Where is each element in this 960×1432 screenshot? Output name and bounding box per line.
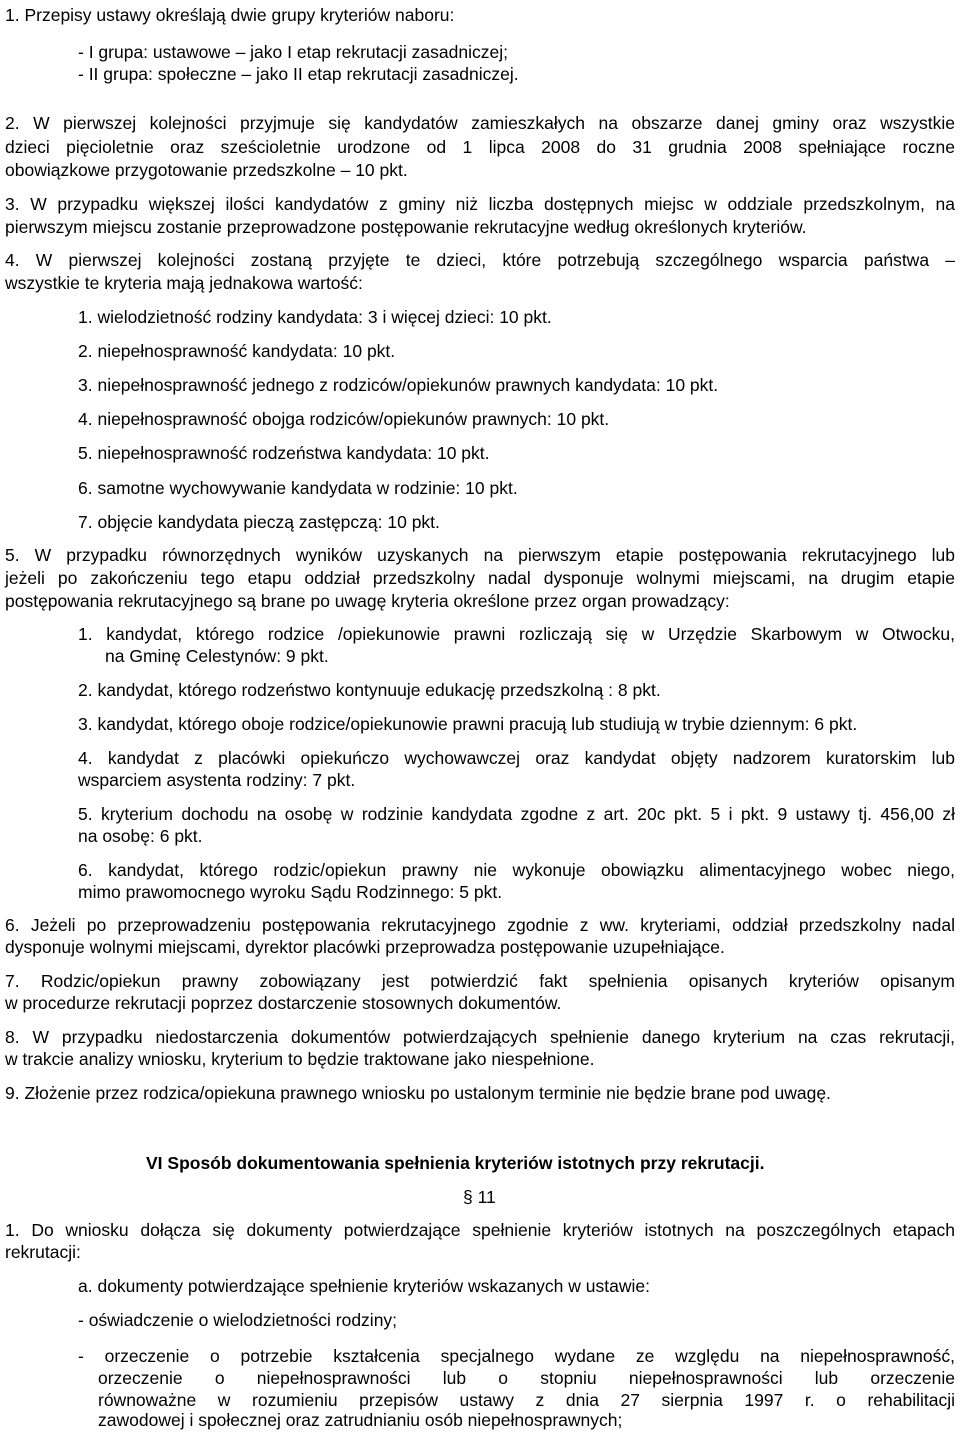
paragraph-4-line: wszystkie te kryteria mają jednakowa wartość: bbox=[5, 273, 363, 293]
criteria-item: 4. kandydat z placówki opiekuńczo wychowawczej oraz kandydat objęty nadzorem kuratorskim lub bbox=[78, 748, 955, 768]
criteria-item-cont: wsparciem asystenta rodziny: 7 pkt. bbox=[78, 770, 356, 790]
document-list-item-cont: równoważne w rozumieniu przepisów ustawy z dnia 27 sierpnia 1997 r. o rehabilitacji bbox=[98, 1390, 955, 1410]
criteria-item: 7. objęcie kandydata pieczą zastępczą: 10 pkt. bbox=[78, 512, 440, 532]
criteria-item: 5. niepełnosprawność rodzeństwa kandydata: 10 pkt. bbox=[78, 443, 490, 463]
list-item: - II grupa: społeczne – jako II etap rekrutacji zasadniczej. bbox=[78, 64, 519, 84]
paragraph-8-line: 8. W przypadku niedostarczenia dokumentów potwierdzających spełnienie danego kryterium na czas rekrutacji, bbox=[5, 1027, 955, 1047]
paragraph-2-line: obowiązkowe przygotowanie przedszkolne – 10 pkt. bbox=[5, 160, 408, 180]
paragraph-3-line: 3. W przypadku większej ilości kandydatów z gminy niż liczba dostępnych miejsc w oddziale przedszkolnym, na bbox=[5, 194, 955, 214]
paragraph-5-line: jeżeli po zakończeniu tego etapu oddział przedszkolny nadal dysponuje wolnymi miejscami, na drugim etapie bbox=[5, 568, 955, 588]
document-list-item: a. dokumenty potwierdzające spełnienie kryteriów wskazanych w ustawie: bbox=[78, 1276, 650, 1296]
criteria-item: 5. kryterium dochodu na osobę w rodzinie kandydata zgodne z art. 20c pkt. 5 i pkt. 9 ustawy tj. 456,00 zł bbox=[78, 804, 955, 824]
criteria-item: 1. kandydat, którego rodzice /opiekunowie prawni rozliczają się w Urzędzie Skarbowym w Otwocku, bbox=[78, 624, 955, 644]
paragraph-2-line: 2. W pierwszej kolejności przyjmuje się kandydatów zamieszkałych na obszarze danej gminy oraz wszystkie bbox=[5, 113, 955, 133]
paragraph-9: 9. Złożenie przez rodzica/opiekuna prawnego wniosku po ustalonym terminie nie będzie brane pod uwagę. bbox=[5, 1083, 831, 1103]
paragraph-7-line: w procedurze rekrutacji poprzez dostarczenie stosownych dokumentów. bbox=[5, 993, 562, 1013]
criteria-item: 2. niepełnosprawność kandydata: 10 pkt. bbox=[78, 341, 396, 361]
paragraph-s1-line: 1. Do wniosku dołącza się dokumenty potwierdzające spełnienie kryteriów istotnych na poszczególnych etapach bbox=[5, 1220, 955, 1240]
criteria-item-cont: mimo prawomocnego wyroku Sądu Rodzinnego: 5 pkt. bbox=[78, 882, 503, 902]
criteria-item-cont: na Gminę Celestynów: 9 pkt. bbox=[105, 646, 329, 666]
paragraph-2-line: dzieci pięcioletnie oraz sześcioletnie urodzone od 1 lipca 2008 do 31 grudnia 2008 spełniające roczne bbox=[5, 137, 955, 157]
section-number: § 11 bbox=[463, 1187, 496, 1207]
criteria-item: 6. kandydat, którego rodzic/opiekun prawny nie wykonuje obowiązku alimentacyjnego wobec niego, bbox=[78, 860, 955, 880]
paragraph-s1-line: rekrutacji: bbox=[5, 1242, 81, 1262]
paragraph-6-line: 6. Jeżeli po przeprowadzeniu postępowania rekrutacyjnego zgodnie z ww. kryteriami, oddział przedszkolny nadal bbox=[5, 915, 955, 935]
document-list-item-cont: orzeczenie o niepełnosprawności lub o stopniu niepełnosprawności lub orzeczenie bbox=[98, 1368, 955, 1388]
criteria-item: 2. kandydat, którego rodzeństwo kontynuuje edukację przedszkolną : 8 pkt. bbox=[78, 680, 661, 700]
paragraph-5-line: postępowania rekrutacyjnego są brane po uwagę kryteria określone przez organ prowadzący: bbox=[5, 591, 730, 611]
paragraph-7-line: 7. Rodzic/opiekun prawny zobowiązany jest potwierdzić fakt spełnienia opisanych kryteriów opisanym bbox=[5, 971, 955, 991]
list-item: - I grupa: ustawowe – jako I etap rekrutacji zasadniczej; bbox=[78, 42, 508, 62]
paragraph-4-line: 4. W pierwszej kolejności zostaną przyjęte te dzieci, które potrzebują szczególnego wsparcia państwa – bbox=[5, 250, 955, 270]
criteria-item: 4. niepełnosprawność obojga rodziców/opiekunów prawnych: 10 pkt. bbox=[78, 409, 610, 429]
paragraph-6-line: dysponuje wolnymi miejscami, dyrektor placówki przeprowadza postępowanie uzupełniające. bbox=[5, 937, 725, 957]
document-list-item-cont: zawodowej i społecznej oraz zatrudnianiu osób niepełnosprawnych; bbox=[98, 1410, 623, 1430]
criteria-item-cont: na osobę: 6 pkt. bbox=[78, 826, 203, 846]
criteria-item: 3. niepełnosprawność jednego z rodziców/opiekunów prawnych kandydata: 10 pkt. bbox=[78, 375, 719, 395]
paragraph-8-line: w trakcie analizy wniosku, kryterium to będzie traktowane jako niespełnione. bbox=[5, 1049, 595, 1069]
criteria-item: 6. samotne wychowywanie kandydata w rodzinie: 10 pkt. bbox=[78, 478, 518, 498]
paragraph-5-line: 5. W przypadku równorzędnych wyników uzyskanych na pierwszym etapie postępowania rekrutacyjnego lub bbox=[5, 545, 955, 565]
paragraph-1: 1. Przepisy ustawy określają dwie grupy kryteriów naboru: bbox=[5, 5, 455, 25]
document-list-item: - orzeczenie o potrzebie kształcenia specjalnego wydane ze względu na niepełnosprawność, bbox=[78, 1346, 955, 1366]
paragraph-3-line: pierwszym miejscu zostanie przeprowadzone postępowanie rekrutacyjne według określonych kryteriów. bbox=[5, 217, 807, 237]
criteria-item: 3. kandydat, którego oboje rodzice/opiekunowie prawni pracują lub studiują w trybie dziennym: 6 pkt. bbox=[78, 714, 858, 734]
criteria-item: 1. wielodzietność rodziny kandydata: 3 i więcej dzieci: 10 pkt. bbox=[78, 307, 552, 327]
document-list-item: - oświadczenie o wielodzietności rodziny; bbox=[78, 1310, 398, 1330]
section-heading: VI Sposób dokumentowania spełnienia kryteriów istotnych przy rekrutacji. bbox=[146, 1153, 765, 1173]
